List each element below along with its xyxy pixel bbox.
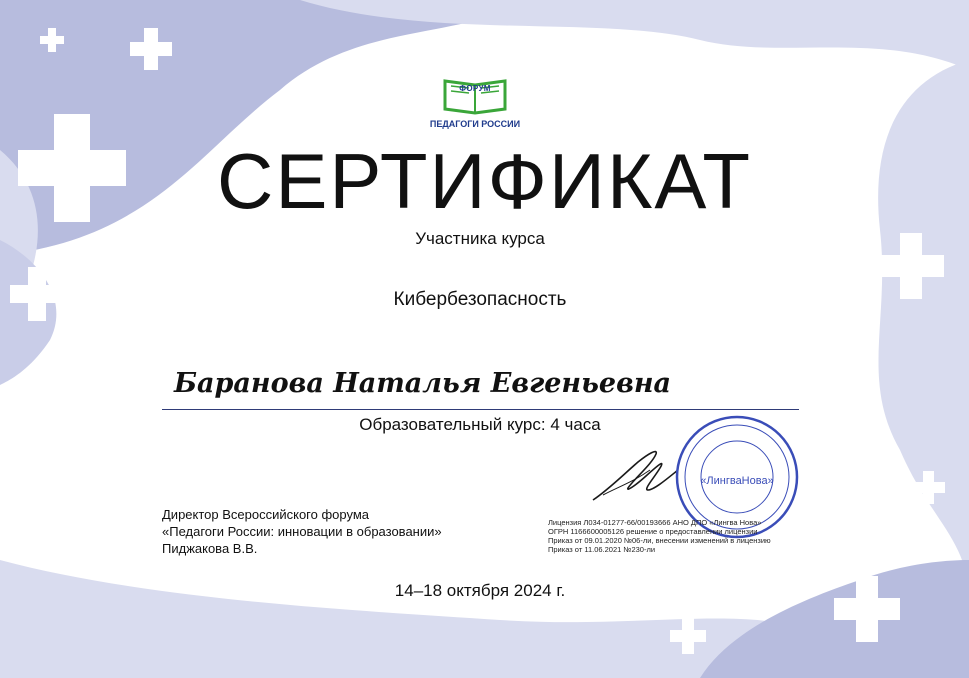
book-icon xyxy=(415,75,535,115)
name-underline xyxy=(162,409,799,410)
course-name: Кибербезопасность xyxy=(393,289,567,310)
recipient-name: Баранова Наталья Евгеньевна xyxy=(173,368,672,399)
certificate-date: 14–18 октября 2024 г. xyxy=(394,581,566,600)
license-line: Приказ от 11.06.2021 №230-ли xyxy=(548,545,656,554)
director-title: Директор Всероссийского форума xyxy=(162,507,370,522)
license-block xyxy=(548,518,771,554)
license-line: Приказ от 09.01.2020 №06-ли, внесении изменений в лицензию xyxy=(548,536,771,545)
director-block xyxy=(162,506,442,557)
logo-bottom-text: ПЕДАГОГИ РОССИИ xyxy=(429,119,521,129)
certificate-subtitle: Участника курса xyxy=(415,229,545,248)
course-hours: Образовательный курс: 4 часа xyxy=(359,415,601,434)
logo-top-text: ФОРУМ xyxy=(459,84,491,93)
director-forum: «Педагоги России: инновации в образовании» xyxy=(162,524,442,539)
stamp-text: «ЛингваНова» xyxy=(700,475,774,487)
certificate-title: СЕРТИФИКАТ xyxy=(217,137,752,225)
signature-icon xyxy=(588,440,683,510)
license-line: Лицензия Л034-01277-66/00193666 АНО ДПО «Лингва Нова» xyxy=(548,518,762,527)
license-line: ОГРН 1166600005126 решение о предоставлении лицензии xyxy=(548,527,758,536)
forum-logo xyxy=(415,75,535,135)
director-name: Пиджакова В.В. xyxy=(162,541,258,556)
